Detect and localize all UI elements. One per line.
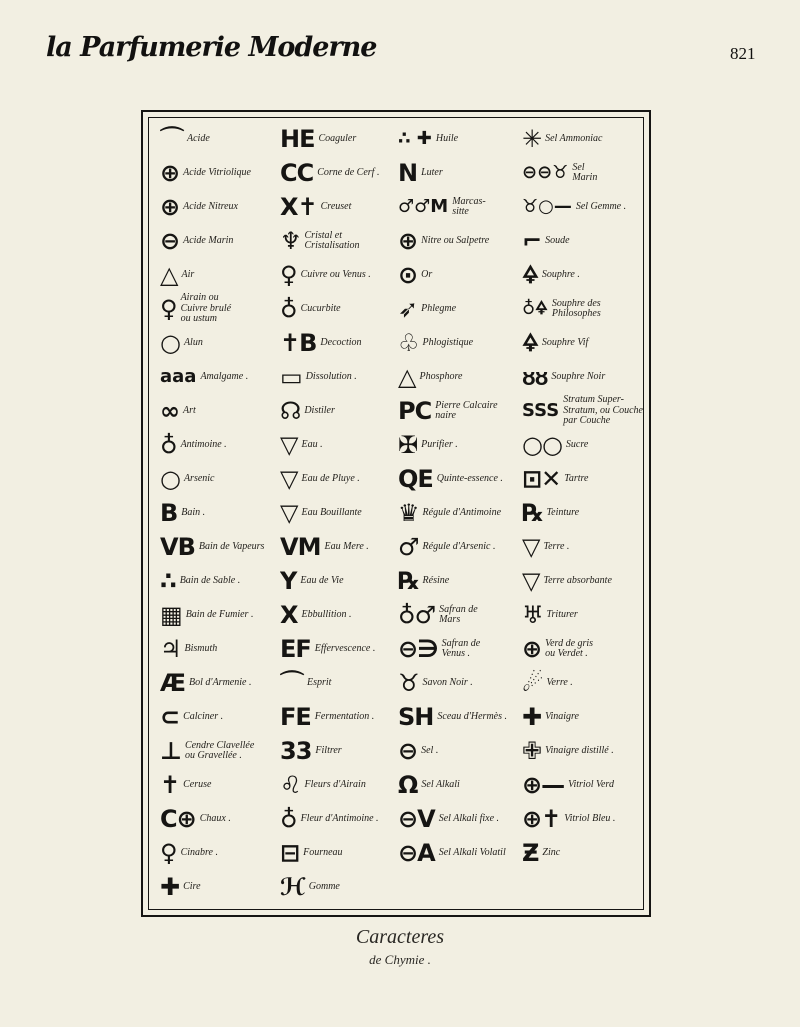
alchemical-symbol: ✚	[522, 703, 542, 731]
alchemical-symbol: 33	[280, 737, 312, 765]
symbol-entry	[160, 360, 278, 394]
symbol-entry	[160, 258, 278, 292]
alchemical-symbol: ➶	[398, 295, 418, 323]
alchemical-symbol: C⊕	[160, 805, 196, 833]
symbol-label: Quinte-essence .	[436, 472, 503, 484]
alchemical-symbol: QE	[398, 465, 433, 493]
alchemical-symbol: ⊕✝	[522, 805, 561, 833]
symbol-entry	[522, 224, 646, 258]
symbol-entry	[398, 700, 522, 734]
symbol-entry	[522, 564, 646, 598]
alchemical-symbol: ⊖	[160, 227, 180, 255]
symbol-label: Distiler	[304, 404, 335, 416]
symbol-column-4	[522, 122, 646, 870]
alchemical-symbol: ♂	[398, 533, 419, 561]
alchemical-symbol: ▽	[280, 499, 298, 527]
symbol-label: Nitre ou Salpetre	[421, 234, 490, 246]
alchemical-symbol: ᴕᴕ	[522, 363, 548, 391]
symbol-label: Savon Noir .	[422, 676, 473, 688]
symbol-label: Calciner .	[183, 710, 224, 722]
alchemical-symbol: ○○	[522, 431, 562, 459]
symbol-entry	[522, 734, 646, 768]
symbol-entry	[398, 394, 522, 428]
symbol-label: Souphre des Philosophes	[551, 297, 601, 319]
symbol-entry	[522, 258, 646, 292]
alchemical-symbol: ⌐	[522, 227, 542, 255]
alchemical-symbol: 🜍	[522, 329, 538, 357]
symbol-entry	[160, 156, 278, 190]
symbol-column-2	[280, 122, 398, 904]
symbol-entry	[280, 156, 398, 190]
symbol-entry	[398, 428, 522, 462]
alchemical-symbol: SH	[398, 703, 434, 731]
alchemical-symbol: VB	[160, 533, 195, 561]
alchemical-symbol: ♁	[160, 431, 177, 459]
symbol-entry	[398, 190, 522, 224]
symbol-label: Eau de Vie	[300, 574, 344, 586]
symbol-label: Marcas- sitte	[452, 195, 486, 217]
page-number: 821	[730, 44, 756, 63]
symbol-label: Eau Mere .	[324, 540, 369, 552]
symbol-label: Vinaigre	[545, 710, 579, 722]
alchemical-symbol: ♁	[280, 805, 297, 833]
symbol-label: Fourneau	[303, 846, 343, 858]
symbol-label: Purifier .	[421, 438, 458, 450]
symbol-label: Corne de Cerf .	[317, 166, 380, 178]
symbol-label: Verre .	[546, 676, 573, 688]
symbol-entry	[522, 598, 646, 632]
alchemical-symbol: ⊂	[160, 703, 180, 731]
alchemical-symbol: ▽	[280, 431, 298, 459]
symbol-entry	[398, 632, 522, 666]
symbol-entry	[160, 700, 278, 734]
symbol-label: Teinture	[546, 506, 580, 518]
symbol-entry	[160, 530, 278, 564]
symbol-entry	[398, 258, 522, 292]
alchemical-symbol: X✝	[280, 193, 317, 221]
alchemical-symbol: N	[398, 159, 418, 187]
symbol-entry	[398, 666, 522, 700]
symbol-label: Ceruse	[183, 778, 212, 790]
symbol-entry	[280, 224, 398, 258]
symbol-label: Pierre Calcaire naire	[435, 399, 498, 421]
symbol-entry	[280, 428, 398, 462]
symbol-entry	[522, 326, 646, 360]
symbol-label: Acide	[187, 132, 210, 144]
alchemical-symbol: ♀	[160, 839, 177, 867]
alchemical-symbol: FE	[280, 703, 311, 731]
symbol-label: Air	[181, 268, 195, 280]
alchemical-symbol: △	[160, 261, 178, 289]
alchemical-symbol: ▽	[522, 567, 540, 595]
symbol-entry	[522, 156, 646, 190]
symbol-label: Zinc	[542, 846, 561, 858]
alchemical-symbol: ⊕	[522, 635, 542, 663]
symbol-entry	[160, 802, 278, 836]
symbol-label: Bain .	[181, 506, 206, 518]
symbol-entry	[280, 190, 398, 224]
symbol-entry	[160, 394, 278, 428]
alchemical-symbol: ♉	[398, 669, 419, 697]
symbol-label: Safran de Mars	[439, 603, 478, 625]
symbol-entry	[522, 530, 646, 564]
symbol-label: Amalgame .	[200, 370, 249, 382]
alchemical-symbol: EF	[280, 635, 311, 663]
symbol-label: Bain de Fumier .	[185, 608, 254, 620]
symbol-label: Régule d'Antimoine	[422, 506, 502, 518]
alchemical-symbol: ▭	[280, 363, 302, 391]
symbol-label: Souphre Vif	[541, 336, 589, 348]
alchemical-symbol: ♁	[280, 295, 297, 323]
alchemical-symbol: ⊖⊖♉	[522, 162, 569, 183]
symbol-label: Sel Gemme .	[575, 200, 627, 212]
alchemical-symbol: △	[398, 363, 416, 391]
alchemical-symbol: ∴	[160, 567, 176, 595]
symbol-label: Soude	[545, 234, 570, 246]
symbol-label: Sel .	[421, 744, 439, 756]
symbol-entry	[522, 666, 646, 700]
symbol-column-1	[160, 122, 278, 904]
symbol-entry	[398, 292, 522, 326]
symbol-label: Airain ou Cuivre brulé ou ustum	[180, 292, 232, 325]
alchemical-symbol: ⊖	[398, 737, 418, 765]
alchemical-symbol: ∞	[160, 397, 179, 425]
plate-caption-subtitle: de Chymie .	[369, 952, 431, 967]
symbol-entry	[398, 224, 522, 258]
symbol-entry	[160, 496, 278, 530]
symbol-entry	[522, 292, 646, 326]
symbol-label: Vitriol Bleu .	[564, 812, 616, 824]
symbol-entry	[280, 462, 398, 496]
symbol-label: Verd de gris ou Verdet .	[545, 637, 594, 659]
symbol-entry	[522, 122, 646, 156]
symbol-label: Phlogistique	[422, 336, 474, 348]
alchemical-symbol: PC	[398, 397, 432, 425]
symbol-label: Art	[183, 404, 196, 416]
symbol-entry	[280, 768, 398, 802]
symbol-label: Cucurbite	[300, 302, 341, 314]
symbol-entry	[280, 122, 398, 156]
alchemical-symbol: ⊕	[160, 159, 180, 187]
symbol-label: Fleurs d'Airain	[304, 778, 366, 790]
symbol-entry	[280, 700, 398, 734]
alchemical-symbol: SSS	[522, 400, 560, 421]
symbol-entry	[522, 462, 646, 496]
symbol-label: Creuset	[320, 200, 352, 212]
symbol-label: Or	[421, 268, 433, 280]
alchemical-symbol: ⊖V	[398, 805, 435, 833]
symbol-entry	[160, 870, 278, 904]
alchemical-symbol: ✠	[398, 431, 418, 459]
symbol-entry	[280, 734, 398, 768]
alchemical-symbol: 🜍	[522, 261, 538, 289]
alchemical-symbol: ⊟	[280, 839, 300, 867]
running-header-title: la Parfumerie Moderne	[46, 32, 377, 63]
symbol-entry	[398, 530, 522, 564]
symbol-label: Chaux .	[199, 812, 231, 824]
symbol-label: Fleur d'Antimoine .	[300, 812, 379, 824]
symbol-label: Luter	[421, 166, 443, 178]
alchemical-symbol: ⊕	[398, 227, 418, 255]
symbol-entry	[280, 632, 398, 666]
symbol-label: Phlegme	[421, 302, 457, 314]
symbol-entry	[398, 734, 522, 768]
symbol-label: Esprit	[307, 676, 332, 688]
symbol-entry	[522, 836, 646, 870]
alchemical-symbol: ∴ ✚	[398, 128, 432, 149]
symbol-label: Régule d'Arsenic .	[422, 540, 496, 552]
symbol-entry	[398, 598, 522, 632]
symbol-entry	[160, 462, 278, 496]
symbol-entry	[398, 496, 522, 530]
alchemical-symbol: ▦	[160, 601, 182, 629]
symbol-entry	[280, 666, 398, 700]
alchemical-symbol: ⊡✕	[522, 465, 561, 493]
symbol-entry	[160, 564, 278, 598]
symbol-label: Tartre	[564, 472, 589, 484]
symbol-label: Souphre .	[541, 268, 580, 280]
alchemical-symbol: ℞	[398, 567, 419, 595]
symbol-label: Eau .	[301, 438, 323, 450]
symbol-entry	[280, 870, 398, 904]
symbol-entry	[398, 462, 522, 496]
alchemical-symbol: ♛	[398, 499, 419, 527]
symbol-entry	[522, 632, 646, 666]
symbol-label: Decoction	[320, 336, 362, 348]
symbol-label: Acide Nitreux	[183, 200, 238, 212]
symbol-label: Alun	[183, 336, 203, 348]
alchemical-symbol: Ω	[398, 771, 418, 799]
alchemical-symbol: ⌒	[160, 125, 183, 153]
symbol-label: Sel Marin	[572, 161, 598, 183]
symbol-entry	[280, 360, 398, 394]
alchemical-symbol: ☊	[280, 397, 301, 425]
symbol-label: Filtrer	[315, 744, 342, 756]
symbol-entry	[398, 122, 522, 156]
symbol-entry	[280, 530, 398, 564]
alchemical-symbol: X	[280, 601, 298, 629]
symbol-label: Cire	[183, 880, 201, 892]
symbol-entry	[280, 836, 398, 870]
symbol-entry	[280, 394, 398, 428]
alchemical-symbol: ♅	[522, 601, 543, 629]
symbol-entry	[522, 394, 646, 428]
symbol-entry	[398, 360, 522, 394]
symbol-label: Triturer	[546, 608, 578, 620]
symbol-label: Bain de Vapeurs	[198, 540, 265, 552]
symbol-label: Ebbullition .	[301, 608, 352, 620]
alchemical-symbol: ⊖A	[398, 839, 435, 867]
alchemical-symbol: ♧	[398, 329, 419, 357]
symbol-entry	[160, 632, 278, 666]
symbol-entry	[160, 836, 278, 870]
symbol-label: Dissolution .	[305, 370, 357, 382]
symbol-label: Coaguler	[318, 132, 357, 144]
alchemical-symbol: HE	[280, 125, 315, 153]
symbol-label: Cuivre ou Venus .	[300, 268, 371, 280]
symbol-entry	[522, 428, 646, 462]
alchemical-symbol: ✝	[160, 771, 180, 799]
symbol-label: Fermentation .	[314, 710, 375, 722]
alchemical-symbol: ✚	[160, 873, 180, 901]
symbol-label: Souphre Noir	[551, 370, 606, 382]
symbol-entry	[160, 666, 278, 700]
symbol-label: Gomme	[308, 880, 340, 892]
alchemical-symbol: Ƶ	[522, 839, 539, 867]
symbol-label: Acide Marin	[183, 234, 234, 246]
symbol-entry	[398, 156, 522, 190]
alchemical-symbol: ⊙	[398, 261, 418, 289]
alchemical-symbol: ✝B	[280, 329, 317, 357]
symbol-entry	[160, 190, 278, 224]
symbol-label: Eau Bouillante	[301, 506, 362, 518]
symbol-column-3	[398, 122, 522, 870]
symbol-label: Bol d'Armenie .	[189, 676, 252, 688]
symbol-label: Bain de Sable .	[179, 574, 241, 586]
symbol-entry	[398, 802, 522, 836]
alchemical-symbol: ℞	[522, 499, 543, 527]
alchemical-symbol: aaa	[160, 366, 197, 387]
symbol-label: Effervescence .	[314, 642, 376, 654]
symbol-entry	[280, 496, 398, 530]
alchemical-symbol: VM	[280, 533, 321, 561]
symbol-label: Eau de Pluye .	[301, 472, 360, 484]
plate-caption-title: Caracteres	[355, 926, 445, 948]
alchemical-symbol: ▽	[522, 533, 540, 561]
symbol-entry	[522, 768, 646, 802]
alchemical-symbol: ☄	[522, 669, 543, 697]
symbol-label: Cendre Clavellée ou Gravellée .	[184, 739, 255, 761]
symbol-label: Sel Alkali fixe .	[438, 812, 500, 824]
symbol-label: Cristal et Cristalisation	[304, 229, 360, 251]
symbol-label: Résine	[422, 574, 450, 586]
symbol-label: Terre .	[543, 540, 570, 552]
alchemical-symbol: ℋ	[280, 873, 305, 901]
alchemical-symbol: ♂♂M	[398, 196, 449, 217]
symbol-entry	[522, 802, 646, 836]
alchemical-symbol: ♀	[280, 261, 297, 289]
symbol-entry	[398, 768, 522, 802]
symbol-entry	[280, 802, 398, 836]
symbol-label: Cinabre .	[180, 846, 218, 858]
alchemical-symbol: ♀	[160, 295, 177, 323]
symbol-label: Sel Alkali Volatil	[438, 846, 506, 858]
symbol-label: Arsenic	[183, 472, 215, 484]
symbol-label: Sel Ammoniac	[545, 132, 603, 144]
alchemical-symbol: ⊕	[160, 193, 180, 221]
symbol-entry	[522, 360, 646, 394]
symbol-label: Sel Alkali	[421, 778, 460, 790]
symbol-entry	[280, 292, 398, 326]
symbol-entry	[160, 768, 278, 802]
symbol-entry	[280, 326, 398, 360]
alchemical-symbol: ♌	[280, 771, 301, 799]
alchemical-symbol: ⊖∋	[398, 635, 438, 663]
symbol-entry	[522, 700, 646, 734]
symbol-label: Bismuth	[184, 642, 218, 654]
symbol-entry	[280, 258, 398, 292]
alchemical-symbol: ⊕—	[522, 771, 565, 799]
symbol-label: Terre absorbante	[543, 574, 612, 586]
alchemical-symbol: ⊥	[160, 737, 181, 765]
symbol-entry	[160, 326, 278, 360]
alchemical-symbol: Æ	[160, 669, 186, 697]
alchemical-symbol: ▽	[280, 465, 298, 493]
alchemical-symbol: ♁🜍	[522, 298, 548, 319]
symbol-label: Acide Vitriolique	[183, 166, 251, 178]
symbol-entry	[160, 428, 278, 462]
alchemical-symbol: ♁♂	[398, 601, 436, 629]
symbol-entry	[160, 598, 278, 632]
alchemical-symbol: ○	[160, 465, 180, 493]
symbol-label: Phosphore	[419, 370, 463, 382]
symbol-label: Safran de Venus .	[441, 637, 481, 659]
alchemical-symbol: ♃	[160, 635, 181, 663]
symbol-entry	[280, 598, 398, 632]
symbol-entry	[160, 734, 278, 768]
symbol-entry	[398, 326, 522, 360]
alchemical-symbol: ♆	[280, 227, 301, 255]
symbol-label: Vitriol Verd	[568, 778, 614, 790]
symbol-entry	[398, 836, 522, 870]
alchemical-symbol: ✳	[522, 125, 542, 153]
symbol-entry	[280, 564, 398, 598]
symbol-label: Sucre	[565, 438, 589, 450]
alchemical-symbol: ♉○—	[522, 196, 572, 217]
symbol-label: Sceau d'Hermès .	[437, 710, 507, 722]
symbol-label: Antimoine .	[180, 438, 227, 450]
symbol-label: Huile	[435, 132, 459, 144]
symbol-entry	[160, 122, 278, 156]
symbol-entry	[160, 292, 278, 326]
alchemical-symbol: ○	[160, 329, 180, 357]
symbol-label: Stratum Super- Stratum, ou Couche par Couche	[563, 394, 643, 427]
symbol-entry	[522, 496, 646, 530]
alchemical-symbol: ⌒	[280, 669, 303, 697]
symbol-label: Vinaigre distillé .	[545, 744, 614, 756]
alchemical-symbol: ✙	[522, 737, 542, 765]
alchemical-symbol: Y	[280, 567, 297, 595]
alchemical-symbol: B	[160, 499, 178, 527]
symbol-entry	[522, 190, 646, 224]
symbol-entry	[398, 564, 522, 598]
symbol-entry	[160, 224, 278, 258]
alchemical-symbol: CC	[280, 159, 314, 187]
